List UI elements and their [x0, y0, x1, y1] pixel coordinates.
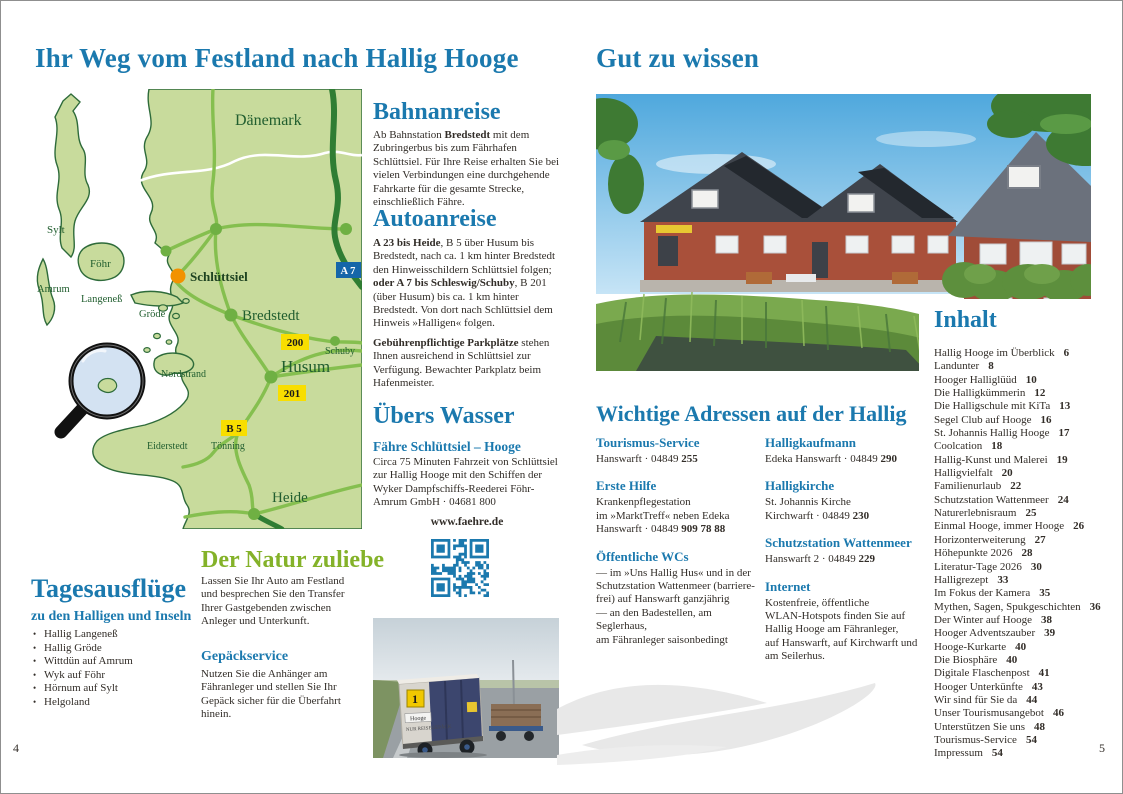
- toc-item: Unterstützen Sie uns 48: [934, 720, 1046, 733]
- svg-text:201: 201: [283, 388, 301, 400]
- address-line: — im »Uns Hallig Hus« und in der: [596, 566, 751, 579]
- magnifier-icon: [61, 345, 143, 432]
- natur-text: Lassen Sie Ihr Auto am Festland und besprechen Sie den Transfer Ihrer Gastgebenden zwischen Anleger und Unterkunft.: [201, 575, 345, 628]
- map-label-amrum: Amrum: [37, 284, 70, 295]
- toc-item: Digitale Flaschenpost 41: [934, 667, 1050, 680]
- wave-ornament: [557, 659, 887, 769]
- toc-item: Hallig Hooge im Überblick 6: [934, 347, 1070, 359]
- autoanreise-text: A 23 bis Heide, B 5 über Husum bis Bredstedt, nach ca. 1 km hinter Bredstedt den Hinweisschildern Schlüttsiel folgen; oder A 7 bis Schleswig/Schuby, B 201 (über Husum) bis ca. 1 km hinter Bredstedt. Von dort nach Schlüttsiel dem Hinweis »Halligen« folgen.: [373, 237, 556, 330]
- address-line: im »MarktTreff« neben Edeka: [596, 509, 730, 522]
- address-line: WLAN-Hotspots finden Sie auf: [765, 610, 906, 623]
- qr-code: [431, 539, 489, 597]
- adressen-col1: [596, 435, 764, 659]
- map-label-bredstedt: Bredstedt: [242, 308, 300, 324]
- motorway-badge-a7: [336, 262, 361, 278]
- parkplatz-text: Gebührenpflichtige Parkplätze stehen Ihnen ausreichend in Schlüttsiel zur Verfügung. Bewachter Parkplatz beim Hafenmeister.: [373, 337, 550, 390]
- adressen-col2: [765, 435, 933, 676]
- tagesausfluege-heading: Tagesausflüge: [31, 574, 187, 603]
- address-block: [596, 478, 764, 536]
- tagesausfluege-subheading: zu den Halligen und Inseln: [31, 609, 192, 624]
- address-line: Edeka Hanswarft · 04849 290: [765, 453, 897, 465]
- svg-text:A 7: A 7: [340, 266, 356, 277]
- address-block: [765, 579, 933, 664]
- toc-item: Landunter 8: [934, 360, 994, 373]
- map-label-nordstrand: Nordstrand: [161, 369, 206, 380]
- inhalt-heading: Inhalt: [934, 307, 997, 333]
- svg-text:NUR REISEGEPÄCK: NUR REISEGEPÄCK: [405, 724, 452, 733]
- road-badge-b5: [221, 420, 247, 436]
- toc-item: Halligrezept 33: [934, 573, 1009, 586]
- map-label-foehr: Föhr: [90, 258, 111, 270]
- toc-item: Hallig-Kunst und Malerei 19: [934, 453, 1068, 466]
- map-label-schluettsiel: Schlüttsiel: [190, 269, 248, 284]
- natur-heading: Der Natur zuliebe: [201, 547, 385, 573]
- address-line: Hanswarft · 04849 255: [596, 453, 698, 465]
- toc-item: Naturerlebnisraum 25: [934, 507, 1037, 520]
- luggage-trailer-photo: [373, 618, 559, 758]
- toc-item: St. Johannis Hallig Hooge 17: [934, 427, 1070, 440]
- address-title: Öffentliche WCs: [596, 548, 689, 564]
- address-title: Tourismus-Service: [596, 435, 700, 450]
- address-line: frei) auf Hanswarft ganzjährig: [596, 593, 730, 606]
- map-label-groede: Gröde: [139, 309, 166, 320]
- address-title: Halligkirche: [765, 478, 835, 494]
- svg-text:1: 1: [412, 692, 418, 706]
- toc-item: Literatur-Tage 2026 30: [934, 560, 1042, 573]
- toc-item: Die Halligschule mit KiTa 13: [934, 400, 1071, 413]
- address-block: [765, 435, 933, 466]
- address-line: St. Johannis Kirche: [765, 496, 851, 509]
- address-line: Kirchwarft · 04849 230: [765, 509, 870, 522]
- map-label-daenemark: Dänemark: [235, 112, 302, 129]
- toc-item: Hooge-Kurkarte 40: [934, 640, 1027, 653]
- address-title: Schutzstation Wattenmeer: [765, 535, 912, 551]
- svg-text:Hooge: Hooge: [409, 715, 427, 723]
- map-label-schuby: Schuby: [325, 346, 355, 357]
- list-item: • Hörnum auf Sylt: [31, 682, 191, 696]
- map-label-toenning: Tönning: [211, 441, 245, 452]
- toc-item: Tourismus-Service 54: [934, 733, 1037, 746]
- toc-item: Horizonterweiterung 27: [934, 533, 1046, 546]
- list-item: • Hallig Gröde: [31, 642, 191, 656]
- address-line: Hanswarft 2 · 04849 229: [765, 553, 875, 566]
- address-line: Krankenpflegestation: [596, 496, 691, 509]
- toc-item: Halligvielfalt 20: [934, 467, 1013, 480]
- address-block: [765, 478, 933, 523]
- map-label-eiderstedt: Eiderstedt: [147, 441, 188, 452]
- list-item: • Hallig Langeneß: [31, 628, 191, 642]
- address-line: Schutzstation Wattenmeer (barriere-: [596, 580, 755, 593]
- address-line: am Seilerhus.: [765, 650, 825, 663]
- address-title: Halligkaufmann: [765, 435, 857, 450]
- region-map: [35, 89, 362, 529]
- address-line: auf Hanswarft, auf Kirchwarft und: [765, 636, 918, 649]
- ferry-website-link: www.faehre.de: [430, 516, 504, 528]
- toc-item: Familienurlaub 22: [934, 480, 1022, 493]
- toc-item: Höhepunkte 2026 28: [934, 547, 1033, 560]
- toc-item: Segel Club auf Hooge 16: [934, 413, 1052, 426]
- autoanreise-heading: Autoanreise: [373, 206, 497, 232]
- toc-item: Wir sind für Sie da 44: [934, 693, 1038, 706]
- left-page-title: Ihr Weg vom Festland nach Hallig Hooge: [35, 43, 519, 73]
- map-label-langeness: Langeneß: [81, 294, 123, 305]
- address-block: [596, 435, 764, 466]
- svg-text:B 5: B 5: [226, 423, 242, 435]
- address-line: Hanswarft · 04849 909 78 88: [596, 523, 726, 536]
- toc-item: Schutzstation Wattenmeer 24: [934, 493, 1069, 506]
- address-line: Hallig Hooge am Fähranleger,: [765, 623, 899, 636]
- gepaeckservice-text: Nutzen Sie die Anhänger am Fähranleger und stellen Sie Ihr Gepäck sicher für die Überfahrt hinein.: [201, 668, 341, 721]
- qr-modules: [431, 539, 489, 597]
- toc-item: Hooger Unterkünfte 43: [934, 680, 1043, 693]
- svg-text:200: 200: [286, 337, 304, 349]
- toc-item: Mythen, Sagen, Spukgeschichten 36: [934, 600, 1101, 613]
- toc-item: Hooger Adventszauber 39: [934, 627, 1056, 640]
- address-block: [765, 535, 933, 566]
- bahnanreise-heading: Bahnanreise: [373, 99, 501, 125]
- toc-item: Im Fokus der Kamera 35: [934, 587, 1051, 600]
- toc-item: Unser Tourismusangebot 46: [934, 707, 1064, 720]
- map-label-sylt: Sylt: [47, 224, 65, 236]
- list-item: • Wyk auf Föhr: [31, 669, 191, 683]
- road-badge-200: [281, 334, 309, 350]
- uebers-wasser-heading: Übers Wasser: [373, 403, 515, 429]
- list-item: • Wittdün auf Amrum: [31, 655, 191, 669]
- bahnanreise-text: Ab Bahnstation Bredstedt mit dem Zubringerbus bis zum Fährhafen Schlüttsiel. Für Ihre Reise erhalten Sie bei vielen Verbindungen eine durchgehende Fahrkarte für die gesamte Strecke, einschließlich Fähre.: [373, 129, 560, 209]
- adressen-heading: Wichtige Adressen auf der Hallig: [596, 401, 907, 426]
- toc-item: Einmal Hooge, immer Hooge 26: [934, 520, 1085, 533]
- toc-item: Impressum 54: [934, 747, 1003, 760]
- tagesausfluege-list: [31, 628, 191, 710]
- faehre-text: Circa 75 Minuten Fahrzeit von Schlüttsiel zur Hallig Hooge mit den Schiffen der Wyker Dampfschiffs-Reederei Föhr-Amrum GmbH · 04681 800: [373, 456, 558, 509]
- left-page-number: 4: [13, 741, 19, 755]
- address-title: Internet: [765, 578, 811, 594]
- schluettsiel-marker: [171, 269, 186, 284]
- toc-item: Coolcation 18: [934, 440, 1003, 453]
- address-line: — an den Badestellen, am Seglerhaus,: [596, 606, 712, 633]
- toc-item: Die Halligkümmerin 12: [934, 387, 1046, 400]
- list-item: • Helgoland: [31, 696, 191, 710]
- toc-item: Die Biosphäre 40: [934, 653, 1018, 666]
- address-line: Kostenfreie, öffentliche: [765, 596, 870, 609]
- toc-item: Der Winter auf Hooge 38: [934, 613, 1053, 626]
- right-page-title: Gut zu wissen: [596, 43, 760, 73]
- road-badge-201: [278, 385, 306, 401]
- toc-item: Hooger Halliglüüd 10: [934, 373, 1037, 386]
- map-label-heide: Heide: [272, 490, 308, 506]
- inhalt-toc: [934, 347, 1112, 761]
- faehre-subheading: Fähre Schlüttsiel – Hooge: [373, 439, 521, 454]
- right-page-number: 5: [1099, 741, 1105, 755]
- address-block: [596, 549, 764, 647]
- address-line: am Fähranleger saisonbedingt: [596, 633, 728, 646]
- address-title: Erste Hilfe: [596, 478, 657, 494]
- map-label-husum: Husum: [281, 357, 331, 376]
- gepaeckservice-heading: Gepäckservice: [201, 649, 289, 664]
